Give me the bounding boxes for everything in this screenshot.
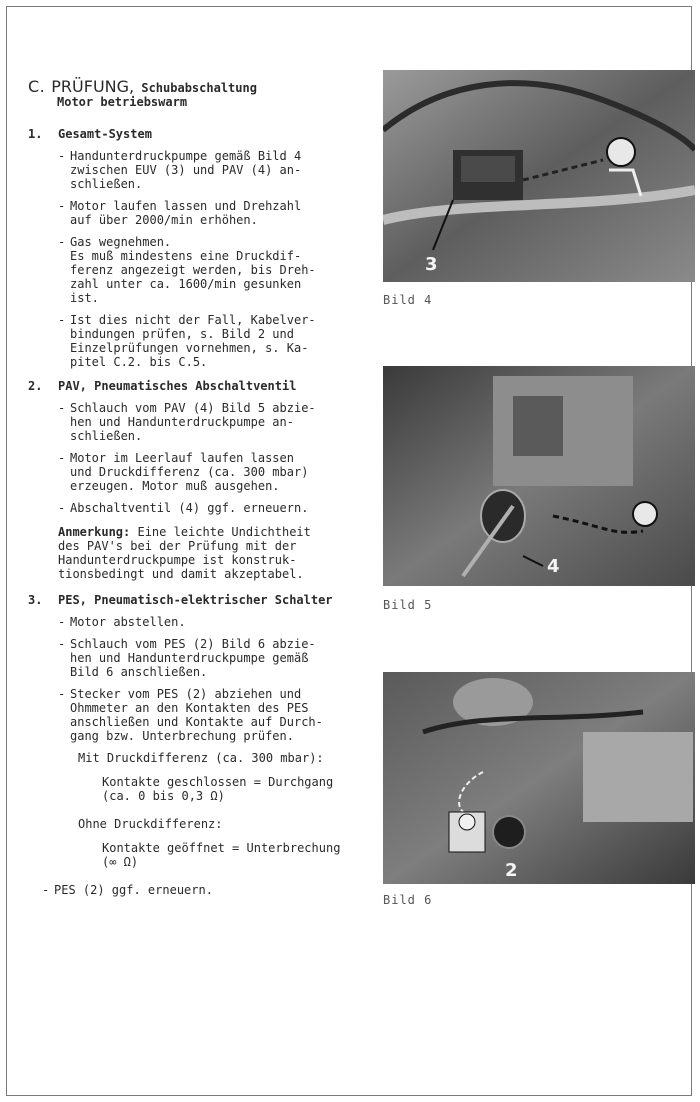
without-pressure-label: Ohne Druckdifferenz:	[78, 817, 223, 831]
photo-bild-6-image	[383, 672, 695, 884]
list-item-text: Schlauch vom PES (2) Bild 6 abzie- hen und Handunterdruckpumpe gemäß Bild 6 anschließen.	[70, 637, 316, 679]
dash-icon: -	[58, 687, 66, 701]
dash-icon: -	[58, 501, 66, 515]
caption-bild-6: Bild 6	[383, 893, 433, 907]
section-pav	[28, 379, 380, 581]
list-item	[42, 883, 380, 897]
figure-label-3: 3	[425, 254, 438, 275]
list-item-text: Stecker vom PES (2) abziehen und Ohmmeter an den Kontakten des PES anschließen und Kontakte auf Durch- gang bzw. Unterbrechung prüfen.	[70, 687, 323, 743]
dash-icon: -	[58, 615, 66, 629]
list-item	[58, 687, 380, 743]
text-column	[28, 77, 380, 907]
figure-label-4: 4	[547, 556, 560, 577]
list-item-text: Motor laufen lassen und Drehzahl auf über 2000/min erhöhen.	[70, 199, 302, 227]
dash-icon: -	[58, 451, 66, 465]
heading-subtitle: Schubabschaltung	[141, 81, 257, 95]
list-item	[58, 149, 380, 191]
list-item	[58, 615, 380, 629]
section-heading	[28, 379, 380, 393]
section-pes	[28, 593, 380, 897]
note	[58, 525, 380, 581]
list-item-text: Schlauch vom PAV (4) Bild 5 abzie- hen und Handunterdruckpumpe an- schließen.	[70, 401, 316, 443]
figure-label-2: 2	[505, 860, 518, 881]
list-item-text: Gas wegnehmen. Es muß mindestens eine Druckdif- ferenz angezeigt werden, bis Dreh- zahl unter ca. 1600/min gesunken ist.	[70, 235, 316, 305]
photo-bild-5-image	[383, 366, 695, 586]
dash-icon: -	[58, 401, 66, 415]
section-heading	[28, 127, 380, 141]
heading-line2: Motor betriebswarm	[57, 95, 188, 109]
section-title: Gesamt-System	[58, 127, 152, 141]
heading-title: PRÜFUNG,	[51, 77, 135, 96]
dash-icon: -	[58, 637, 66, 651]
page-heading	[28, 77, 380, 109]
list-item	[58, 313, 380, 369]
section-heading	[28, 593, 380, 607]
list-item	[58, 637, 380, 679]
list-item-text: Motor abstellen.	[70, 615, 186, 629]
section-gesamt-system	[28, 127, 380, 369]
photo-bild-4	[383, 70, 695, 282]
list-item-text: Motor im Leerlauf laufen lassen und Druckdifferenz (ca. 300 mbar) erzeugen. Motor muß ausgehen.	[70, 451, 309, 493]
list-item-text: PES (2) ggf. erneuern.	[54, 883, 213, 897]
section-title: PAV, Pneumatisches Abschaltventil	[58, 379, 297, 393]
note-label: Anmerkung:	[58, 525, 131, 539]
section-number: 2.	[28, 379, 43, 393]
section-title: PES, Pneumatisch-elektrischer Schalter	[58, 593, 333, 607]
dash-icon: -	[42, 883, 50, 897]
caption-bild-4: Bild 4	[383, 293, 433, 307]
dash-icon: -	[58, 313, 66, 327]
list-item	[58, 235, 380, 305]
list-item	[58, 451, 380, 493]
with-pressure-result: Kontakte geschlossen = Durchgang (ca. 0 bis 0,3 Ω)	[102, 775, 334, 803]
dash-icon: -	[58, 149, 66, 163]
list-item	[58, 199, 380, 227]
section-number: 3.	[28, 593, 43, 607]
without-pressure-result: Kontakte geöffnet = Unterbrechung (∞ Ω)	[102, 841, 341, 869]
photo-bild-4-image	[383, 70, 695, 282]
photo-bild-6	[383, 672, 695, 884]
dash-icon: -	[58, 199, 66, 213]
note-text: Eine leichte Undichtheit des PAV's bei der Prüfung mit der Handunterdruckpumpe ist konstruk- tionsbedingt und damit akzeptabel.	[58, 525, 311, 581]
dash-icon: -	[58, 235, 66, 249]
list-item-text: Ist dies nicht der Fall, Kabelver- bindungen prüfen, s. Bild 2 und Einzelprüfungen vornehmen, s. Ka- pitel C.2. bis C.5.	[70, 313, 316, 369]
list-item	[58, 401, 380, 443]
photo-bild-5	[383, 366, 695, 586]
caption-bild-5: Bild 5	[383, 598, 433, 612]
with-pressure-label: Mit Druckdifferenz (ca. 300 mbar):	[78, 751, 324, 765]
list-item-text: Handunterdruckpumpe gemäß Bild 4 zwischen EUV (3) und PAV (4) an- schließen.	[70, 149, 302, 191]
list-item-text: Abschaltventil (4) ggf. erneuern.	[70, 501, 309, 515]
heading-letter: C.	[28, 77, 46, 96]
list-item	[58, 501, 380, 515]
section-number: 1.	[28, 127, 43, 141]
